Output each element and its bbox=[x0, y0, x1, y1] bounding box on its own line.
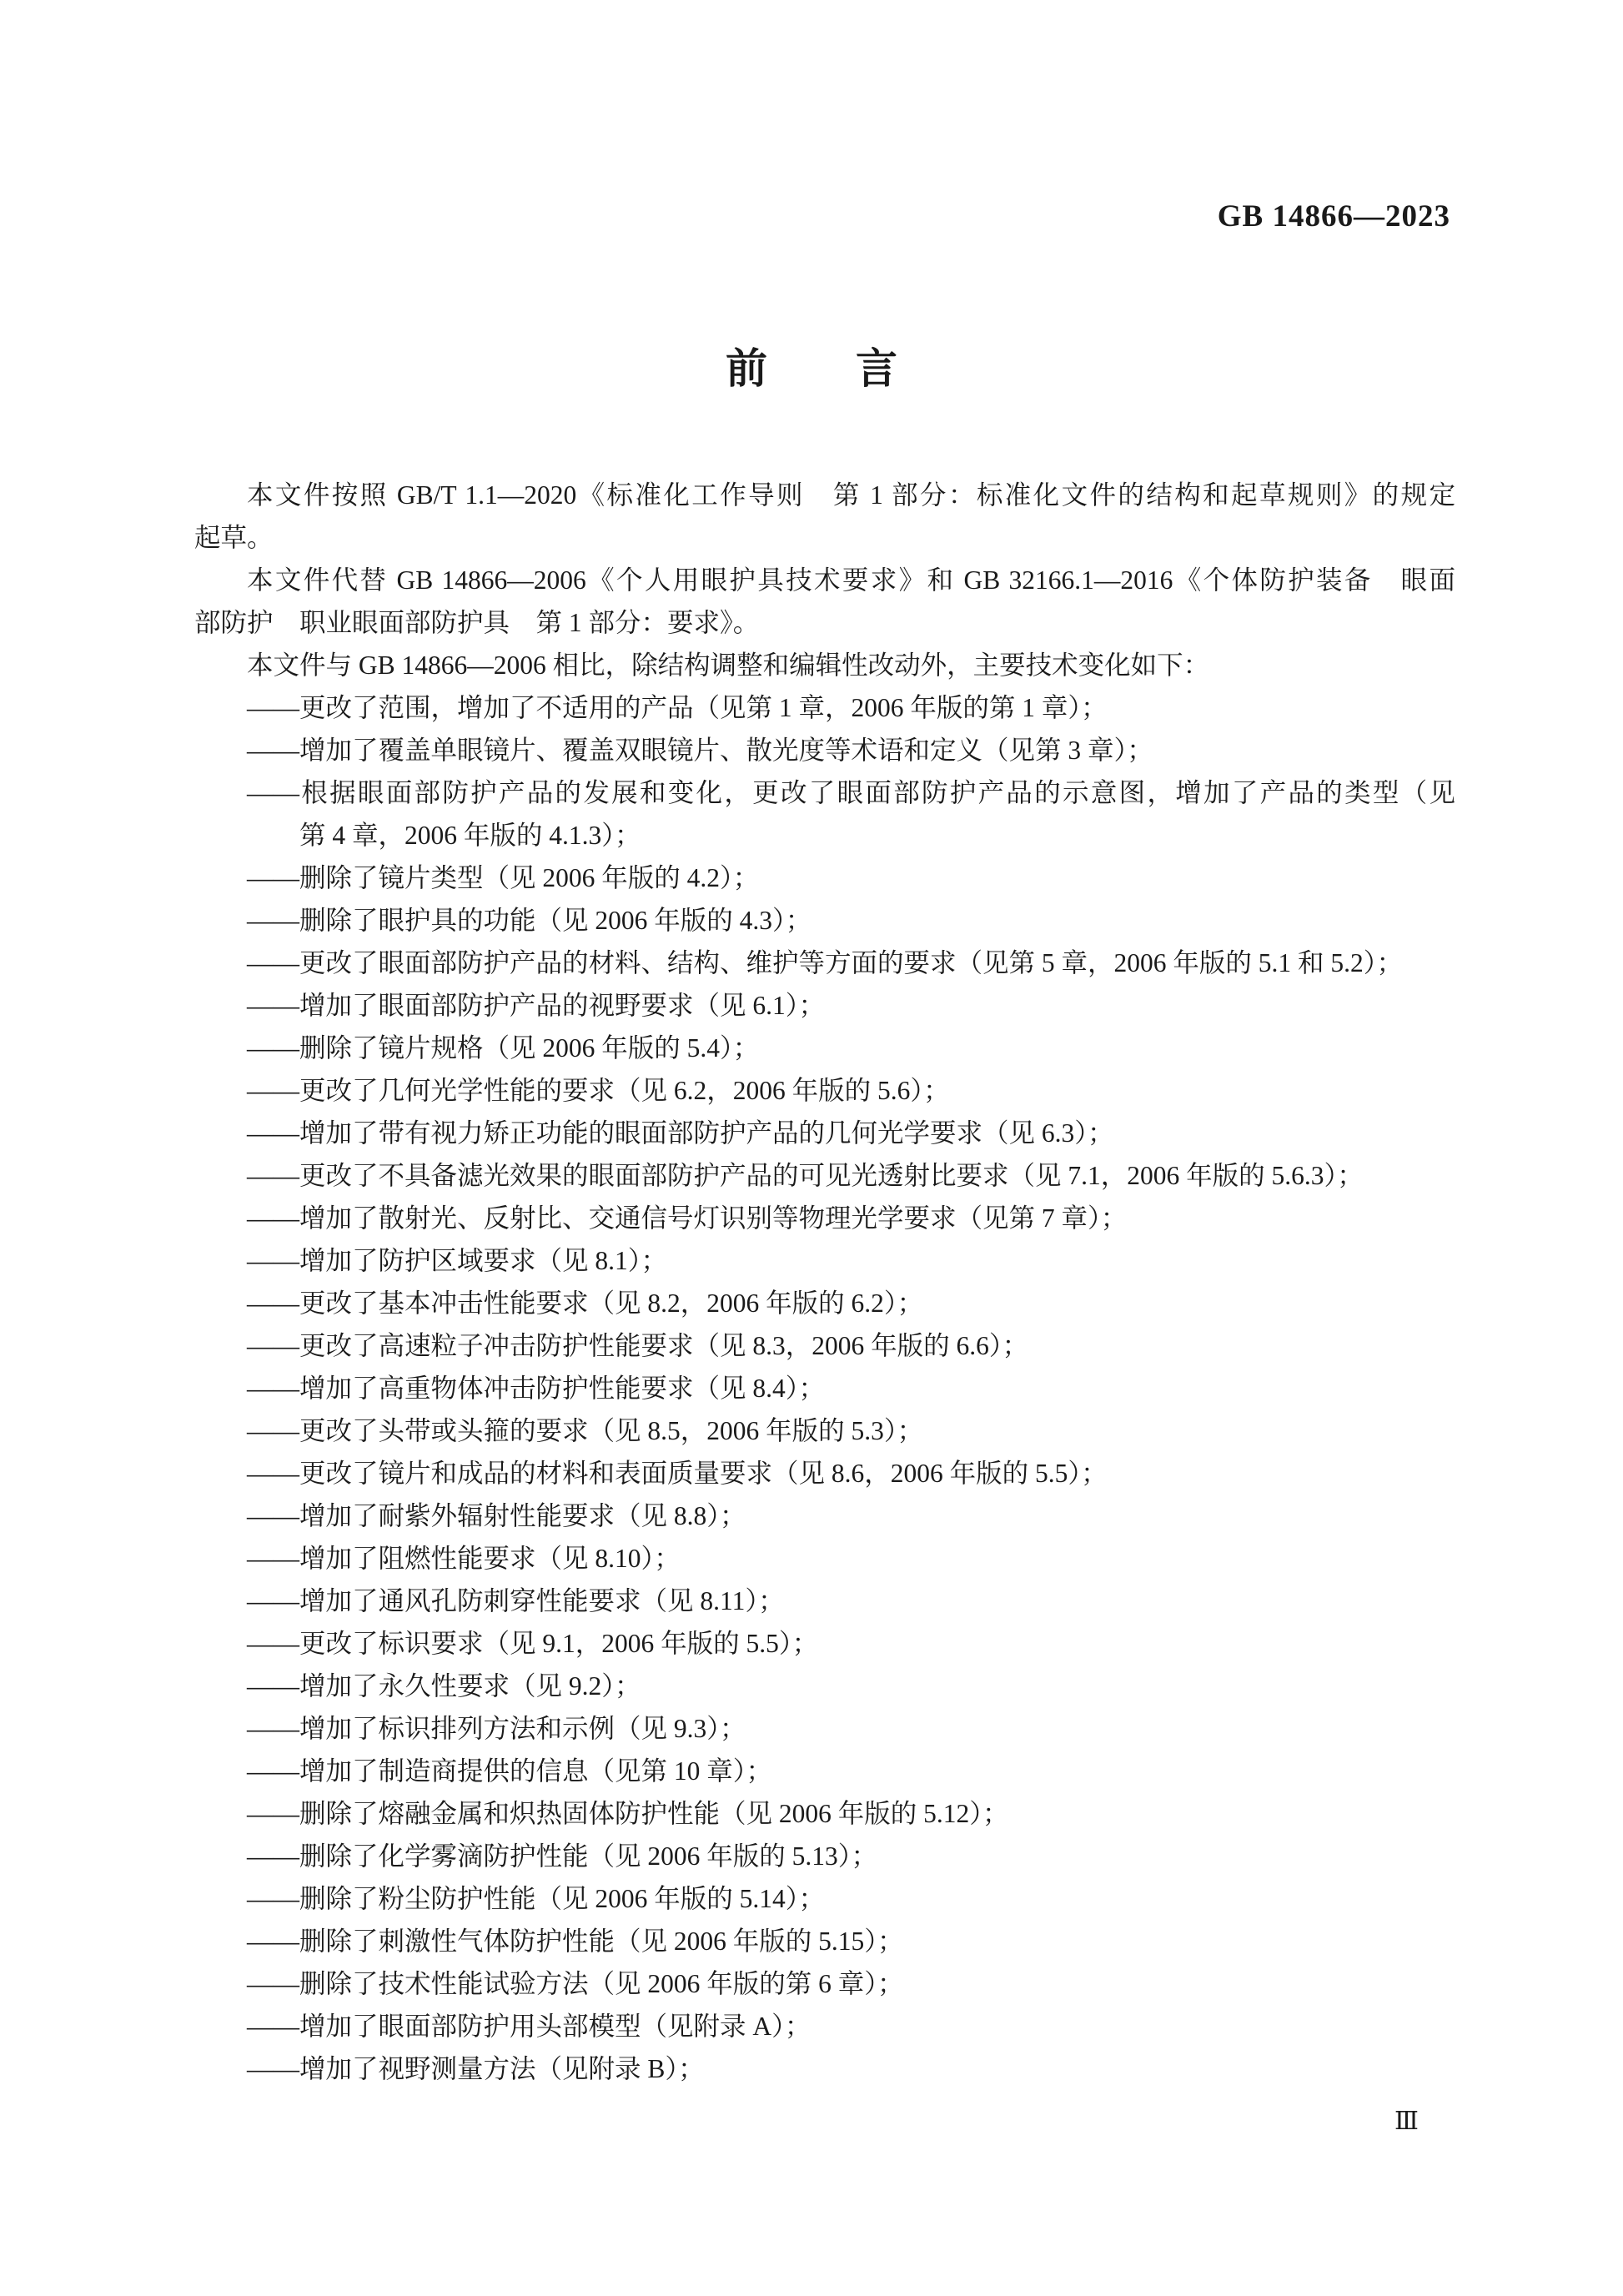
foreword-line: ——更改了范围，增加了不适用的产品（见第 1 章，2006 年版的第 1 章）； bbox=[247, 693, 1108, 722]
foreword-line: ——增加了防护区域要求（见 8.1）； bbox=[247, 1246, 668, 1275]
foreword-line: ——更改了眼面部防护产品的材料、结构、维护等方面的要求（见第 5 章，2006 年版的 5.1 和 5.2）； bbox=[247, 948, 1404, 977]
foreword-line: ——删除了刺激性气体防护性能（见 2006 年版的 5.15）； bbox=[247, 1927, 904, 1956]
foreword-line: ——增加了眼面部防护产品的视野要求（见 6.1）； bbox=[247, 991, 826, 1020]
foreword-line: 起草。 bbox=[194, 523, 274, 552]
foreword-line: ——更改了基本冲击性能要求（见 8.2，2006 年版的 6.2）； bbox=[247, 1289, 924, 1318]
foreword-line: ——增加了眼面部防护用头部模型（见附录 A）； bbox=[247, 2012, 812, 2041]
foreword-line: ——删除了技术性能试验方法（见 2006 年版的第 6 章）； bbox=[247, 1969, 904, 1998]
foreword-line: ——增加了视野测量方法（见附录 B）； bbox=[247, 2054, 705, 2083]
foreword-line: ——增加了散射光、反射比、交通信号灯识别等物理光学要求（见第 7 章）； bbox=[247, 1203, 1128, 1233]
foreword-line: 本文件代替 GB 14866—2006《个人用眼护具技术要求》和 GB 32166.1—2016《个体防护装备 眼面 bbox=[247, 565, 1455, 595]
foreword-line: ——更改了镜片和成品的材料和表面质量要求（见 8.6，2006 年版的 5.5）； bbox=[247, 1459, 1108, 1488]
foreword-line: ——删除了镜片类型（见 2006 年版的 4.2）； bbox=[247, 863, 760, 892]
foreword-line: ——增加了高重物体冲击防护性能要求（见 8.4）； bbox=[247, 1374, 826, 1403]
page-number: Ⅲ bbox=[1394, 2108, 1419, 2135]
foreword-line: 第 4 章，2006 年版的 4.1.3）； bbox=[299, 821, 641, 850]
foreword-line: ——增加了耐紫外辐射性能要求（见 8.8）； bbox=[247, 1501, 746, 1530]
foreword-line: ——更改了标识要求（见 9.1，2006 年版的 5.5）； bbox=[247, 1629, 819, 1658]
foreword-line: 本文件与 GB 14866—2006 相比，除结构调整和编辑性改动外，主要技术变化如下： bbox=[247, 651, 1210, 680]
page-title bbox=[0, 335, 1623, 395]
foreword-line: 部防护 职业眼面部防护具 第 1 部分：要求》。 bbox=[194, 608, 760, 637]
page-title-char-2: 言 bbox=[856, 345, 897, 392]
foreword-line: ——增加了制造商提供的信息（见第 10 章）； bbox=[247, 1756, 773, 1786]
foreword-line: ——更改了几何光学性能的要求（见 6.2，2006 年版的 5.6）； bbox=[247, 1076, 950, 1105]
foreword-line: ——删除了镜片规格（见 2006 年版的 5.4）； bbox=[247, 1033, 760, 1063]
foreword-line: ——增加了永久性要求（见 9.2）； bbox=[247, 1671, 641, 1701]
page-title-char-1: 前 bbox=[726, 345, 767, 392]
foreword-body bbox=[194, 474, 1455, 2090]
foreword-line: ——删除了熔融金属和炽热固体防护性能（见 2006 年版的 5.12）； bbox=[247, 1799, 1009, 1828]
foreword-line: ——根据眼面部防护产品的发展和变化，更改了眼面部防护产品的示意图，增加了产品的类型（见 bbox=[247, 778, 1455, 807]
foreword-line: 本文件按照 GB/T 1.1—2020《标准化工作导则 第 1 部分：标准化文件的结构和起草规则》的规定 bbox=[247, 480, 1455, 510]
foreword-line: ——增加了标识排列方法和示例（见 9.3）； bbox=[247, 1714, 746, 1743]
foreword-line: ——增加了通风孔防刺穿性能要求（见 8.11）； bbox=[247, 1586, 785, 1615]
foreword-line: ——增加了阻燃性能要求（见 8.10）； bbox=[247, 1544, 681, 1573]
standard-code: GB 14866—2023 bbox=[1217, 199, 1450, 234]
foreword-line: ——删除了眼护具的功能（见 2006 年版的 4.3）； bbox=[247, 906, 812, 935]
foreword-line: ——更改了高速粒子冲击防护性能要求（见 8.3，2006 年版的 6.6）； bbox=[247, 1331, 1029, 1360]
foreword-line: ——删除了粉尘防护性能（见 2006 年版的 5.14）； bbox=[247, 1884, 826, 1913]
foreword-line: ——增加了带有视力矫正功能的眼面部防护产品的几何光学要求（见 6.3）； bbox=[247, 1118, 1114, 1148]
foreword-line: ——更改了不具备滤光效果的眼面部防护产品的可见光透射比要求（见 7.1，2006 年版的 5.6.3）； bbox=[247, 1161, 1364, 1190]
foreword-line: ——更改了头带或头箍的要求（见 8.5，2006 年版的 5.3）； bbox=[247, 1416, 924, 1445]
foreword-line: ——删除了化学雾滴防护性能（见 2006 年版的 5.13）； bbox=[247, 1841, 878, 1871]
foreword-line: ——增加了覆盖单眼镜片、覆盖双眼镜片、散光度等术语和定义（见第 3 章）； bbox=[247, 736, 1153, 765]
